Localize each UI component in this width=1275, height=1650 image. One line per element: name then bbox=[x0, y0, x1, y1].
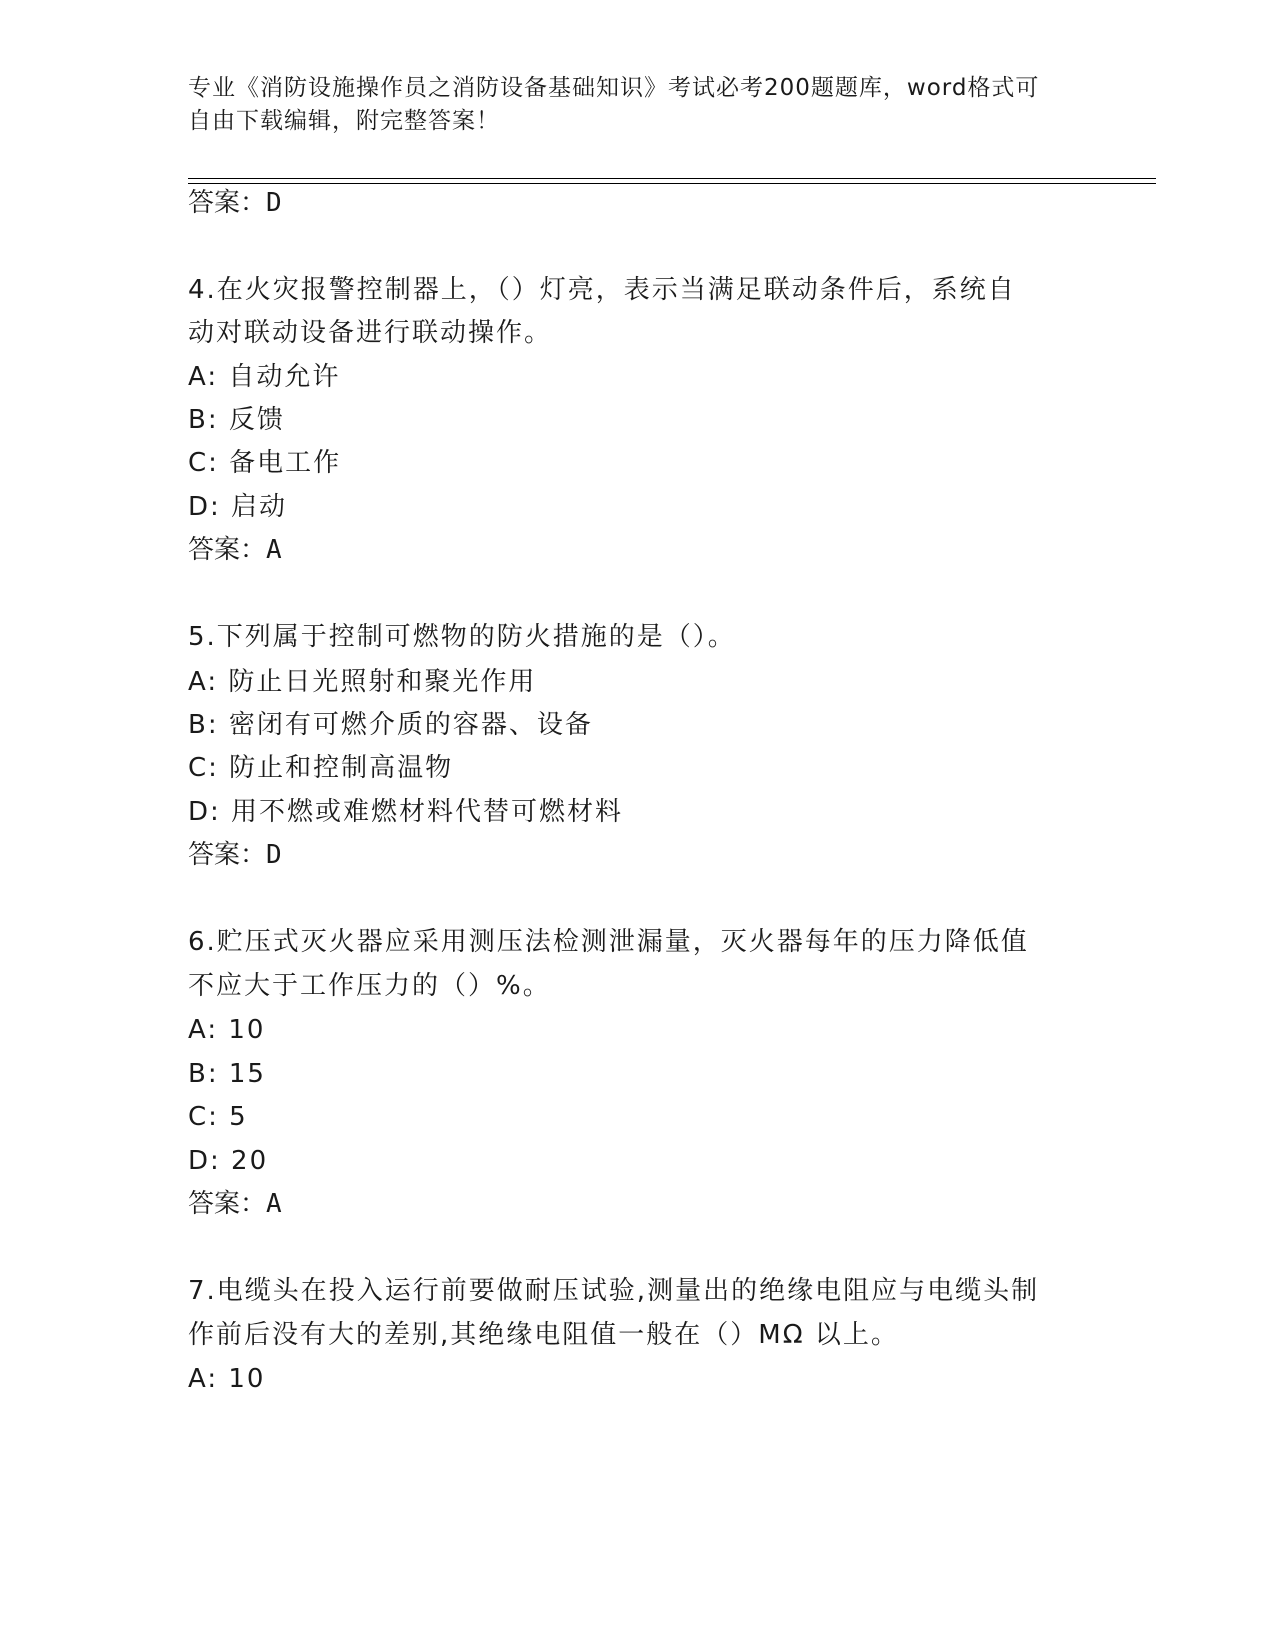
question-stem: 作前后没有大的差别,其绝缘电阻值一般在（）MΩ 以上。 bbox=[188, 1320, 899, 1350]
answer-line bbox=[188, 1187, 282, 1221]
answer-value: A bbox=[266, 535, 282, 565]
answer-line bbox=[188, 533, 282, 567]
option-a: A: 10 bbox=[188, 1015, 266, 1045]
option-b: B: 反馈 bbox=[188, 405, 285, 435]
answer-line bbox=[188, 838, 282, 872]
option-c: C: 5 bbox=[188, 1102, 248, 1132]
option-b: B: 15 bbox=[188, 1059, 266, 1089]
question-stem: 7.电缆头在投入运行前要做耐压试验,测量出的绝缘电阻应与电缆头制 bbox=[188, 1276, 1040, 1306]
answer-value: A bbox=[266, 1189, 282, 1219]
option-a: A: 10 bbox=[188, 1364, 266, 1394]
option-b: B: 密闭有可燃介质的容器、设备 bbox=[188, 710, 593, 740]
option-d: D: 启动 bbox=[188, 492, 288, 522]
answer-label: 答案： bbox=[188, 1189, 267, 1219]
question-stem: 5.下列属于控制可燃物的防火措施的是（）。 bbox=[188, 622, 736, 652]
question-stem: 动对联动设备进行联动操作。 bbox=[188, 318, 553, 348]
question-stem: 6.贮压式灭火器应采用测压法检测泄漏量，灭火器每年的压力降低值 bbox=[188, 927, 1029, 957]
option-c: C: 备电工作 bbox=[188, 448, 342, 478]
option-c: C: 防止和控制高温物 bbox=[188, 753, 454, 783]
answer-line bbox=[188, 186, 282, 220]
header-divider-double bbox=[188, 183, 1156, 184]
option-a: A: 自动允许 bbox=[188, 362, 341, 392]
header-line-1: 专业《消防设施操作员之消防设备基础知识》考试必考200题题库，word格式可 bbox=[188, 75, 1040, 101]
option-d: D: 20 bbox=[188, 1146, 269, 1176]
header-line-2: 自由下载编辑，附完整答案！ bbox=[188, 108, 500, 134]
answer-label: 答案： bbox=[188, 188, 267, 218]
question-stem: 4.在火灾报警控制器上，（）灯亮，表示当满足联动条件后，系统自 bbox=[188, 275, 1016, 305]
answer-label: 答案： bbox=[188, 535, 267, 565]
option-d: D: 用不燃或难燃材料代替可燃材料 bbox=[188, 797, 624, 827]
document-header bbox=[188, 72, 1088, 138]
question-stem: 不应大于工作压力的（）%。 bbox=[188, 971, 551, 1001]
answer-label: 答案： bbox=[188, 840, 267, 870]
option-a: A: 防止日光照射和聚光作用 bbox=[188, 667, 537, 697]
header-divider bbox=[188, 178, 1156, 179]
answer-value: D bbox=[266, 840, 282, 870]
answer-value: D bbox=[266, 188, 282, 218]
